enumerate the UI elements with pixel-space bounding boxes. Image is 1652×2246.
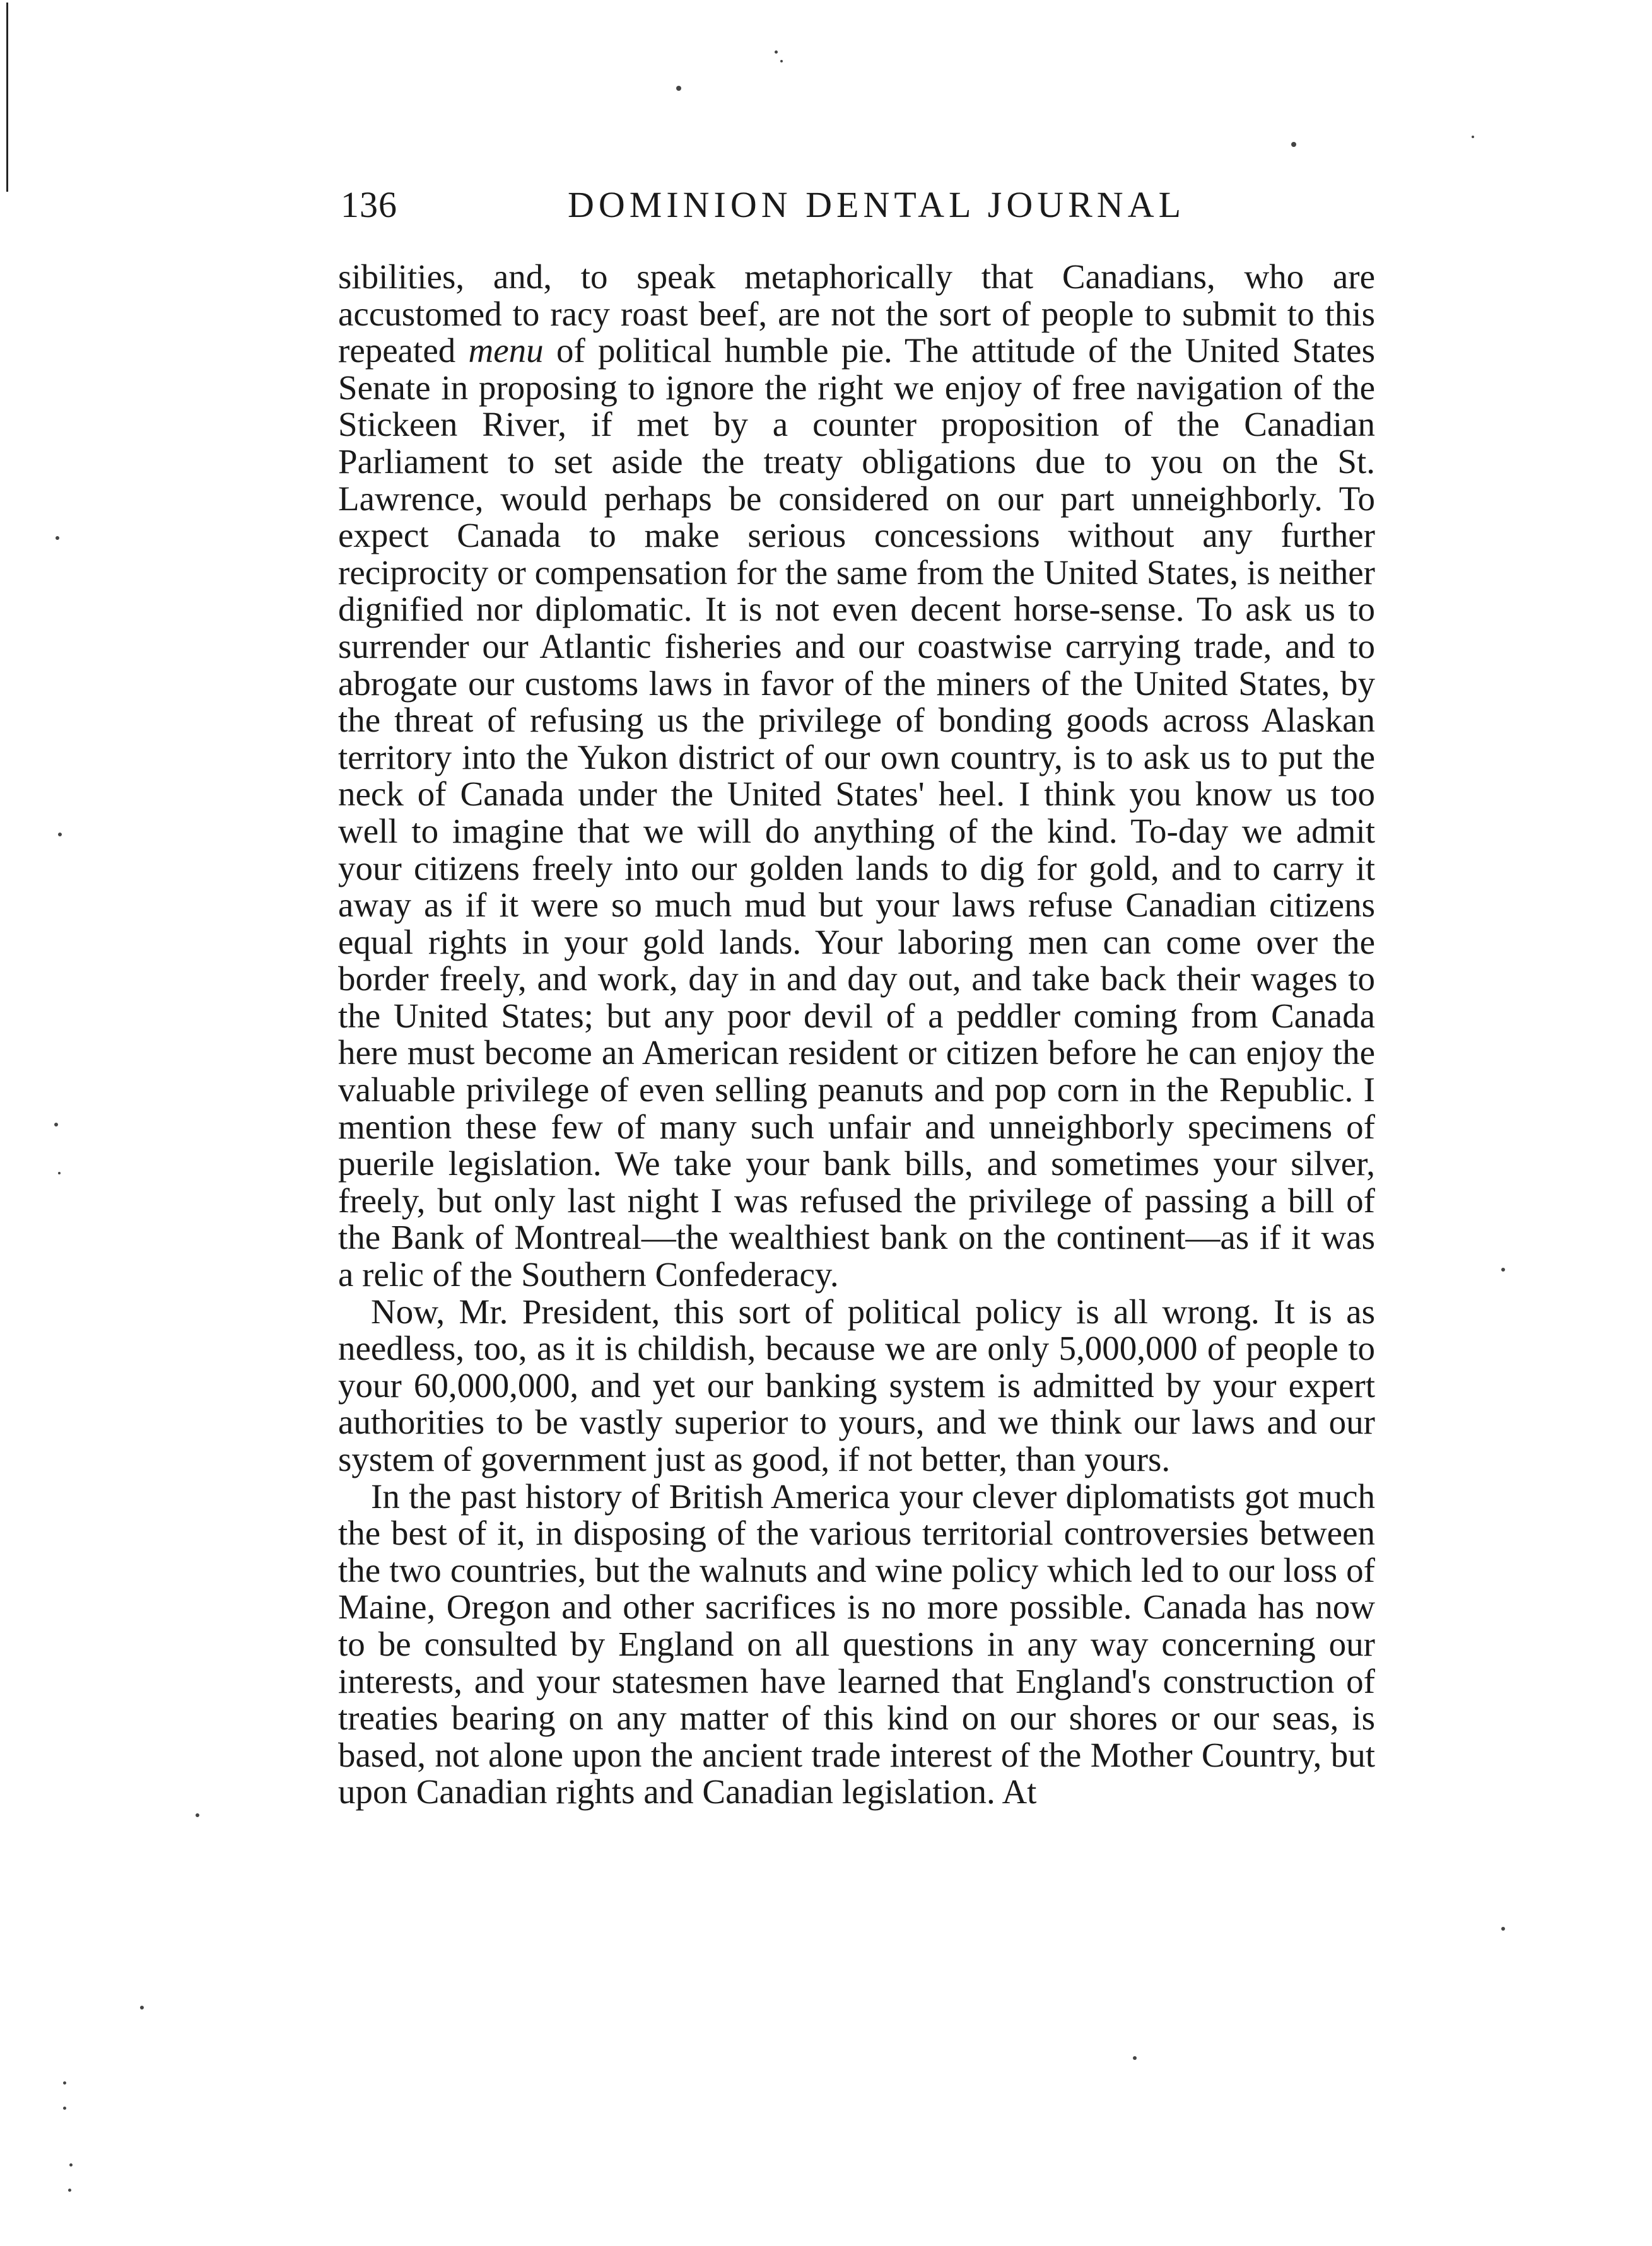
page-number: 136 bbox=[341, 184, 397, 225]
running-title: DOMINION DENTAL JOURNAL bbox=[568, 184, 1186, 225]
scan-edge-line bbox=[6, 3, 8, 192]
page-header bbox=[341, 180, 1413, 230]
paragraph: sibilities, and, to speak metaphorically that Canadians, who are accustomed to racy roast beef, are not the sort of people to submit to this repeated menu of political humble pie. The attitude of the United States Senate in proposing to ignore the right we enjoy of free navigation of the Stickeen River, if met by a counter proposition of the Canadian Parliament to set aside the treaty obligations due to you on the St. Lawrence, would perhaps be considered on our part unneighborly. To expect Canada to make serious concessions without any further reciprocity or compensation for the same from the United States, is neither dignified nor diplomatic. It is not even decent horse-sense. To ask us to surrender our Atlantic fisheries and our coastwise carrying trade, and to abrogate our customs laws in favor of the miners of the United States, by the threat of refusing us the privilege of bonding goods across Alaskan territory into the Yukon district of our own country, is to ask us to put the neck of Canada under the United States' heel. I think you know us too well to imagine that we will do anything of the kind. To-day we admit your citizens freely into our golden lands to dig for gold, and to carry it away as if it were so much mud but your laws refuse Canadian citizens equal rights in your gold lands. Your laboring men can come over the border freely, and work, day in and day out, and take back their wages to the United States; but any poor devil of a peddler coming from Canada here must become an American resident or citizen before he can enjoy the valuable privilege of even selling peanuts and pop corn in the Republic. I mention these few of many such unfair and unneighborly specimens of puerile legislation. We take your bank bills, and sometimes your silver, freely, but only last night I was refused the privilege of passing a bill of the Bank of Montreal—the wealthiest bank on the continent—as if it was a relic of the Southern Confederacy. bbox=[338, 257, 1375, 1294]
paragraph: Now, Mr. President, this sort of political policy is all wrong. It is as needless, too, as it is childish, because we are only 5,000,000 of people to your 60,000,000, and yet our banking system is admitted by your expert authorities to be vastly superior to yours, and we think our laws and our system of government just as good, if not better, than yours. bbox=[338, 1292, 1375, 1478]
italic-word: menu bbox=[468, 331, 544, 370]
body-text bbox=[338, 259, 1375, 1811]
paragraph: In the past history of British America your clever diplomatists got much the best of it, in disposing of the various territorial controversies between the two countries, but the walnuts and wine policy which led to our loss of Maine, Oregon and other sacrifices is no more possible. Canada has now to be consulted by England on all questions in any way concerning our interests, and your statesmen have learned that England's construction of treaties bearing on any matter of this kind on our shores or our seas, is based, not alone upon the ancient trade interest of the Mother Country, but upon Canadian rights and Canadian legislation. At bbox=[338, 1477, 1375, 1811]
